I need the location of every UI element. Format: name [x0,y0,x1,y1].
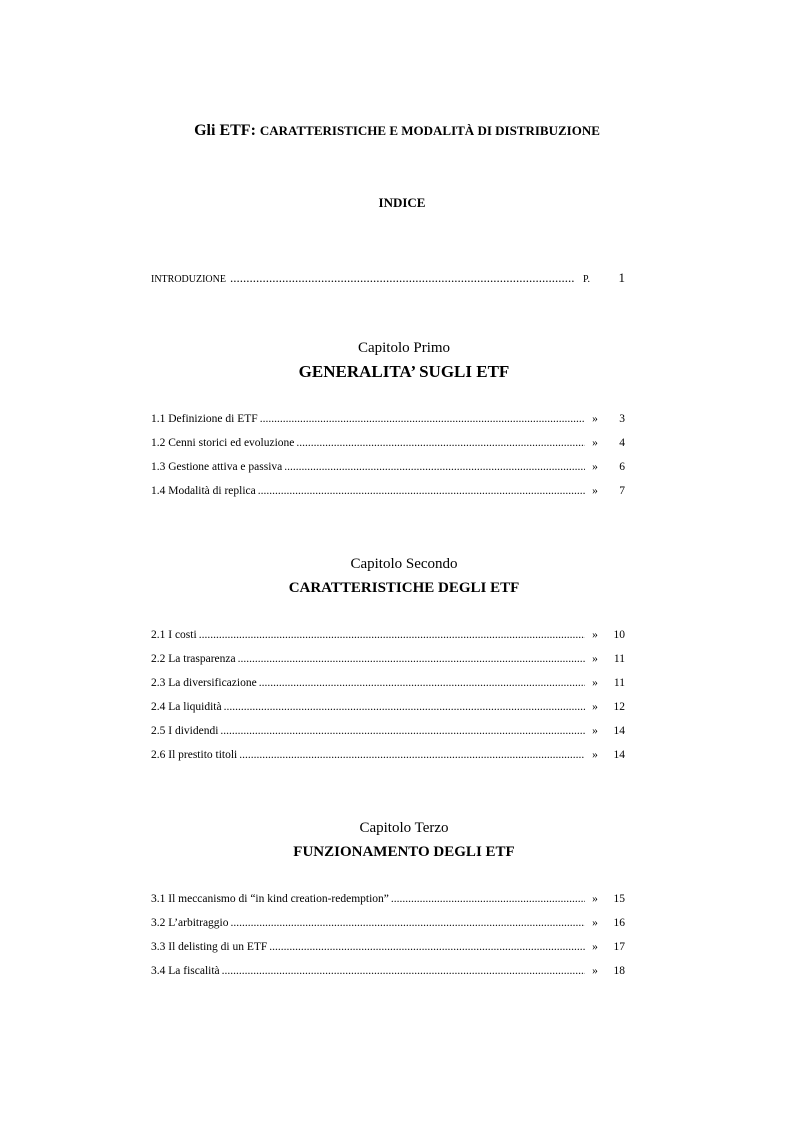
page-number: 17 [613,941,625,953]
toc-entry[interactable] [151,893,625,909]
dot-leader [260,413,585,425]
ditto-marker: » [592,725,598,737]
ditto-marker: » [592,653,598,665]
introduction-label: INTRODUZIONE [151,274,226,285]
ditto-marker: » [592,461,598,473]
page-number: 11 [613,653,625,665]
toc-entry[interactable] [151,629,625,645]
toc-entry-label: 2.2 La trasparenza [151,653,236,665]
page-number: 10 [613,629,625,641]
page-number: 7 [619,485,625,497]
ditto-marker: » [592,941,598,953]
toc-entry-label: 3.2 L’arbitraggio [151,917,229,929]
index-heading-text: INDICE [378,195,426,210]
toc-entry[interactable] [151,413,625,429]
toc-entry[interactable] [151,941,625,957]
page-number: 3 [619,413,625,425]
chapter-label: Capitolo Secondo [350,556,458,572]
ditto-marker: » [592,701,598,713]
dot-leader [222,965,585,977]
chapter-title: FUNZIONAMENTO DEGLI ETF [293,844,515,860]
dot-leader [230,270,575,286]
page-number: 18 [613,965,625,977]
dot-leader [231,917,585,929]
toc-entry-label: 3.3 Il delisting di un ETF [151,941,268,953]
toc-entry-label: 2.6 Il prestito titoli [151,749,238,761]
page-marker: P. [583,274,590,285]
toc-entry[interactable] [151,965,625,981]
chapter-label: Capitolo Primo [357,340,451,356]
ditto-marker: » [592,437,598,449]
toc-entry[interactable] [151,485,625,501]
page-number: 12 [613,701,625,713]
page-number: 11 [613,677,625,689]
toc-entry[interactable] [151,437,625,453]
page-number: 1 [618,270,625,285]
ditto-marker: » [592,677,598,689]
page-number: 4 [619,437,625,449]
dot-leader [239,749,585,761]
toc-entry-label: 2.5 I dividendi [151,725,219,737]
toc-entry-label: 2.4 La liquidità [151,701,222,713]
chapter-title: CARATTERISTICHE DEGLI ETF [288,580,520,596]
toc-entry-introduction[interactable] [151,270,625,288]
toc-entry-label [151,270,226,286]
ditto-marker: » [592,749,598,761]
dot-leader [238,653,585,665]
dot-leader [269,941,585,953]
toc-entry[interactable] [151,461,625,477]
toc-entry-label: 1.1 Definizione di ETF [151,413,258,425]
toc-entry-label: 3.4 La fiscalità [151,965,220,977]
ditto-marker: » [592,917,598,929]
toc-entry-label: 1.4 Modalità di replica [151,485,256,497]
chapter-label: Capitolo Terzo [359,820,449,836]
ditto-marker: » [592,893,598,905]
ditto-marker: » [592,413,598,425]
dot-leader [224,701,585,713]
toc-entry-label: 2.3 La diversificazione [151,677,257,689]
page-number: 14 [613,725,625,737]
toc-entry[interactable] [151,725,625,741]
toc-entry-label: 1.3 Gestione attiva e passiva [151,461,283,473]
ditto-marker: » [592,965,598,977]
toc-entry[interactable] [151,917,625,933]
dot-leader [199,629,585,641]
toc-entry[interactable] [151,653,625,669]
page-number: 6 [619,461,625,473]
toc-entry[interactable] [151,677,625,693]
page-number: 14 [613,749,625,761]
chapter-title: GENERALITA’ SUGLI ETF [298,362,510,381]
page-number: 16 [613,917,625,929]
dot-leader [284,461,585,473]
dot-leader [220,725,585,737]
index-heading [0,194,794,212]
document-title-lead: Gli ETF: [194,122,256,139]
ditto-marker: » [592,485,598,497]
toc-entry[interactable] [151,701,625,717]
document-title [0,122,794,140]
toc-entry-label: 3.1 Il meccanismo di “in kind creation-redemption” [151,893,389,905]
ditto-marker: » [592,629,598,641]
toc-entry[interactable] [151,749,625,765]
toc-entry-label: 1.2 Cenni storici ed evoluzione [151,437,295,449]
dot-leader [258,485,585,497]
dot-leader [391,893,585,905]
dot-leader [296,437,585,449]
page-number: 15 [613,893,625,905]
toc-entry-label: 2.1 I costi [151,629,197,641]
dot-leader [259,677,585,689]
document-title-rest: CARATTERISTICHE E MODALITÀ DI DISTRIBUZIONE [259,123,600,138]
